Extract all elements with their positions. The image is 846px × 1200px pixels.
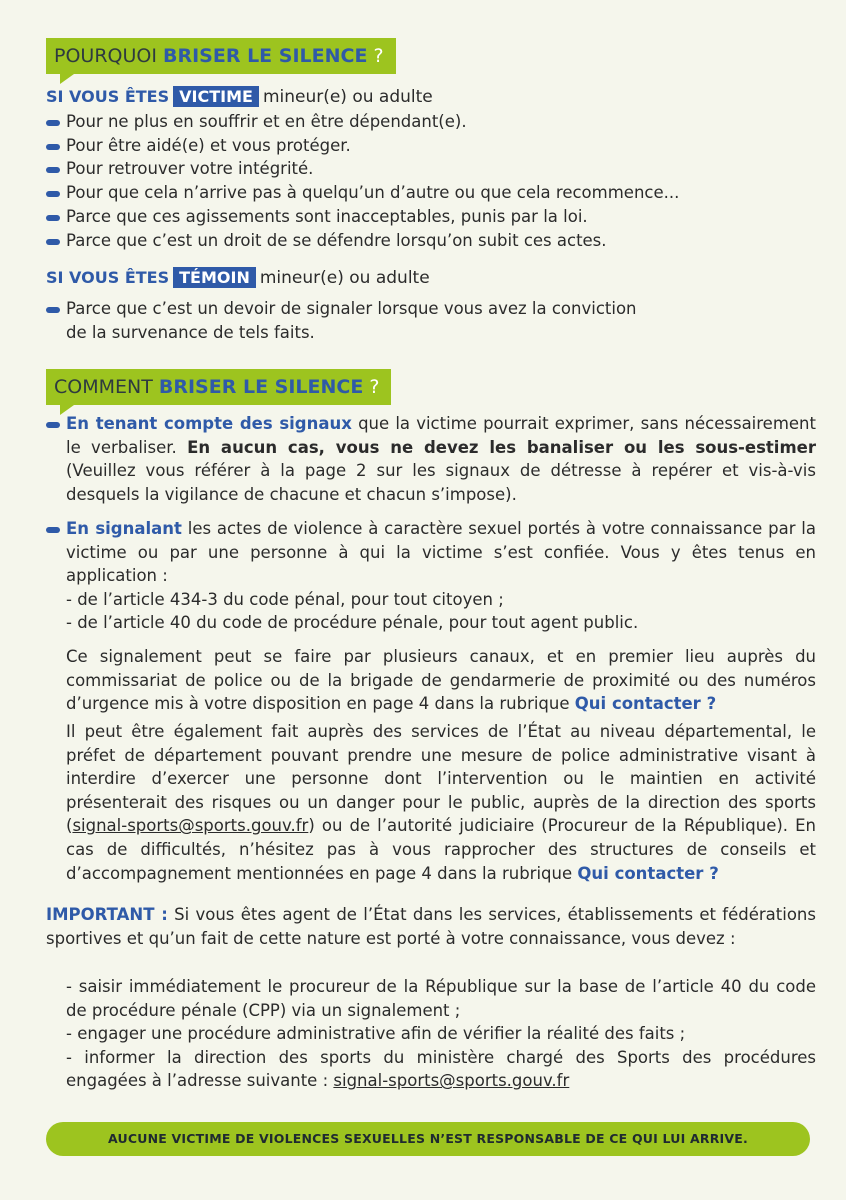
witness-subheading — [46, 267, 430, 288]
heading-prefix: POURQUOI — [54, 45, 163, 67]
list-item: Parce que c’est un devoir de signaler lorsque vous avez la conviction de la survenance de tels faits. — [46, 297, 637, 344]
bullet-dash-icon — [46, 422, 60, 428]
section-heading-comment — [46, 369, 391, 405]
witness-tag: TÉMOIN — [173, 267, 256, 288]
victim-subheading — [46, 86, 433, 107]
section-heading-pourquoi — [46, 38, 396, 74]
list-item: - engager une procédure administrative afin de vérifier la réalité des faits ; — [66, 1024, 686, 1044]
bullet-dash-icon — [46, 215, 60, 221]
point-emphasis: En aucun cas, vous ne devez les banaliser ou les sous-estimer — [187, 437, 816, 457]
subheading-prefix: SI VOUS ÊTES — [46, 268, 170, 287]
list-item: Pour être aidé(e) et vous protéger. — [46, 134, 679, 158]
important-notice: IMPORTANT : Si vous êtes agent de l’État dans les services, établissements et fédérations sportives et qu’un fait de cette nature est porté à votre connaissance, vous devez : — [46, 905, 816, 948]
point-reporting: En signalant les actes de violence à caractère sexuel portés à votre connaissance par la victime ou par une personne à qui la victime s’est confiée. Vous y êtes tenus en application : - de l’article 434-3 du code pénal, pour tout citoyen ; - de l’article 40 du code de procédure pénale, pour tout agent public. — [46, 517, 816, 635]
witness-reasons-list — [46, 297, 637, 344]
email-link[interactable]: signal-sports@sports.gouv.fr — [333, 1071, 570, 1091]
point-signals: En tenant compte des signaux que la victime pourrait exprimer, sans nécessairement le verbaliser. En aucun cas, vous ne devez les banaliser ou les sous-estimer (Veuillez vous référer à la page 2 sur les signaux de détresse à repérer et vis-à-vis desquels la vigilance de chacune et chacun s’impose). — [46, 412, 816, 506]
email-link[interactable]: signal-sports@sports.gouv.fr — [72, 816, 309, 836]
heading-emphasis: BRISER LE SILENCE — [158, 376, 364, 398]
subheading-rest: mineur(e) ou adulte — [262, 87, 433, 107]
legal-reference: - de l’article 434-3 du code pénal, pour tout citoyen ; — [66, 589, 504, 609]
footer-banner: AUCUNE VICTIME DE VIOLENCES SEXUELLES N’EST RESPONSABLE DE CE QUI LUI ARRIVE. — [46, 1122, 810, 1156]
list-item: Parce que c’est un droit de se défendre lorsqu’on subit ces actes. — [46, 229, 679, 253]
victim-reasons-list — [46, 110, 679, 252]
point-lead: En tenant compte des signaux — [66, 414, 352, 433]
list-item: Parce que ces agissements sont inacceptables, punis par la loi. — [46, 205, 679, 229]
bullet-dash-icon — [46, 239, 60, 245]
reporting-channels-paragraph: Ce signalement peut se faire par plusieurs canaux, et en premier lieu auprès du commissariat de police ou de la brigade de gendarmerie de proximité ou des numéros d’urgence mis à votre disposition en page 4 dans la rubrique Qui contacter ? — [66, 647, 816, 714]
state-services-paragraph: Il peut être également fait auprès des services de l’État au niveau départemental, le préfet de département pouvant prendre une mesure de police administrative visant à interdire d’exercer une personne dont l’intervention ou le maintien en activité présenterait des risques ou un danger pour le public, auprès de la direction des sports (signal-sports@sports.gouv.fr) ou de l’autorité judiciaire (Procureur de la République). En cas de difficultés, n’hésitez pas à vous rapprocher des structures de conseils et d’accompagnement mentionnées en page 4 dans la rubrique Qui contacter ? — [66, 722, 816, 883]
bullet-dash-icon — [46, 144, 60, 150]
victim-tag: VICTIME — [173, 86, 259, 107]
heading-prefix: COMMENT — [54, 376, 159, 398]
qui-contacter-link[interactable]: Qui contacter ? — [577, 863, 719, 883]
bullet-dash-icon — [46, 527, 60, 533]
list-item: - saisir immédiatement le procureur de la République sur la base de l’article 40 du code de procédure pénale (CPP) via un signalement ; — [66, 977, 816, 1020]
bullet-dash-icon — [46, 167, 60, 173]
list-item: - informer la direction des sports du ministère chargé des Sports des procédures engagées à l’adresse suivante : signal-sports@sports.gouv.fr — [66, 1047, 816, 1091]
heading-emphasis: BRISER LE SILENCE — [162, 45, 368, 67]
bullet-dash-icon — [46, 307, 60, 313]
subheading-rest: mineur(e) ou adulte — [259, 268, 430, 288]
heading-question-mark: ? — [367, 45, 384, 67]
legal-reference: - de l’article 40 du code de procédure pénale, pour tout agent public. — [66, 613, 639, 633]
list-item: Pour que cela n’arrive pas à quelqu’un d’autre ou que cela recommence... — [46, 181, 679, 205]
heading-question-mark: ? — [363, 376, 380, 398]
important-actions — [66, 975, 816, 1093]
list-item: Pour retrouver votre intégrité. — [46, 157, 679, 181]
subheading-prefix: SI VOUS ÊTES — [46, 87, 170, 106]
speech-bubble-tail — [60, 74, 74, 84]
bullet-dash-icon — [46, 120, 60, 126]
important-label: IMPORTANT : — [46, 905, 168, 924]
list-item: Pour ne plus en souffrir et en être dépendant(e). — [46, 110, 679, 134]
point-lead: En signalant — [66, 519, 182, 538]
qui-contacter-link[interactable]: Qui contacter ? — [574, 694, 717, 714]
bullet-dash-icon — [46, 191, 60, 197]
